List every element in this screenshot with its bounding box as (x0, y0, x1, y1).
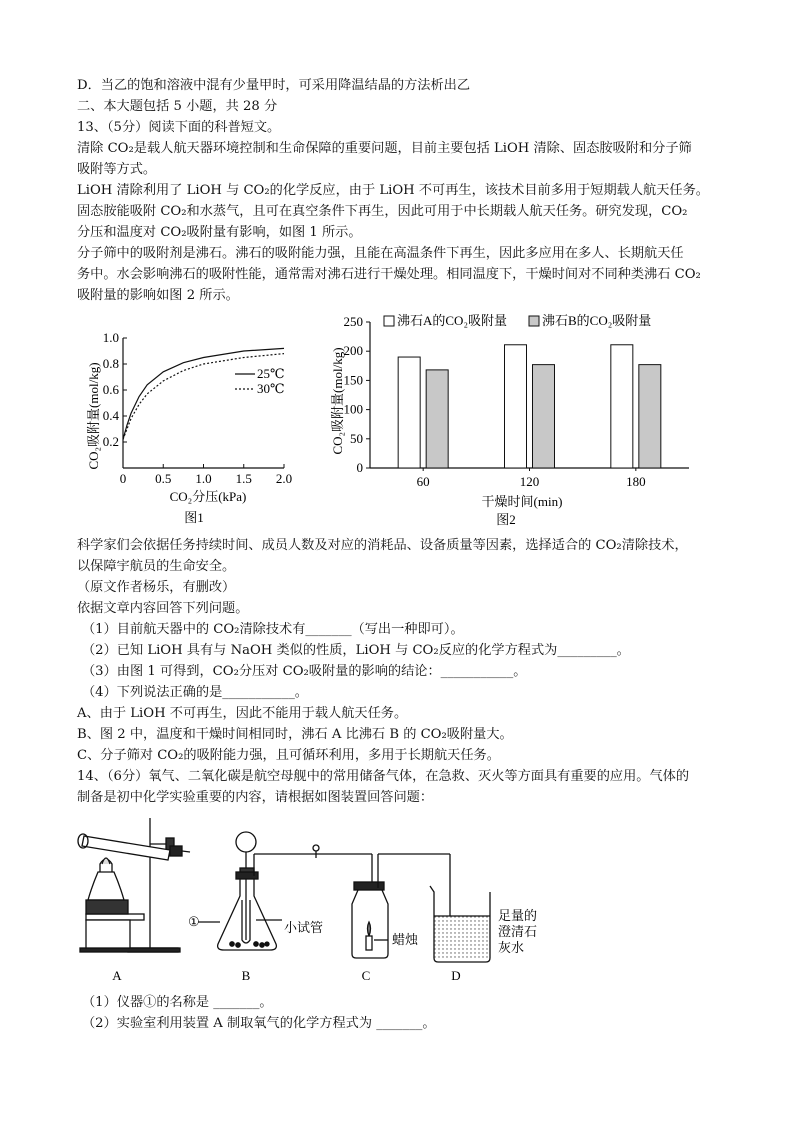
source-note: （原文作者杨乐，有删改） (77, 580, 236, 595)
fig2-legend-label: 沸石A的CO₂吸附量 (397, 313, 507, 328)
fig1-y-tick-label: 0.2 (102, 434, 119, 449)
label-c: C (361, 968, 371, 983)
fig1-x-tick-label: 0 (119, 471, 127, 486)
label-d: D (451, 968, 461, 983)
fig2-y-tick-label: 150 (343, 372, 363, 388)
apparatus-diagram (70, 808, 570, 988)
para-4: 科学家们会依据任务持续时间、成员人数及对应的消耗品、设备质量等因素，选择适合的 CO₂清除技术， (77, 538, 688, 553)
question-14-title: 14、（6分）氧气、二氧化碳是航空母舰中的常用储备气体，在急救、灭火等方面具有重要的应用。气体的 (77, 769, 690, 784)
fig2-y-tick-label: 250 (343, 314, 363, 329)
fig1-y-tick-label: 0.4 (102, 408, 119, 423)
question-14-cont: 制备是初中化学实验重要的内容，请根据如图装置回答问题： (77, 790, 434, 805)
label-lime-3: 灰水 (498, 940, 525, 955)
para-2-cont2: 分压和温度对 CO₂吸附量有影响，如图 1 所示。 (77, 225, 362, 240)
fig2-y-tick-label: 100 (343, 401, 363, 417)
figure-2-bar-chart (322, 308, 694, 530)
question-2: （2）已知 LiOH 具有与 NaOH 类似的性质，LiOH 与 CO₂反应的化学方程式为_________。 (82, 643, 630, 658)
fig2-x-tick-label: 180 (626, 474, 646, 489)
fig2-bar (533, 365, 555, 468)
fig2-bar (398, 357, 420, 468)
apparatus-d (430, 854, 490, 962)
option-b: B、图 2 中，温度和干燥时间相同时，沸石 A 比沸石 B 的 CO₂吸附量大。 (77, 727, 513, 742)
fig2-legend-label: 沸石B的CO₂吸附量 (542, 313, 652, 328)
fig2-bar (639, 365, 661, 468)
label-lime-2: 澄清石 (498, 924, 538, 939)
fig1-y-tick-label: 0.8 (102, 356, 119, 371)
para-1: 清除 CO₂是载人航天器环境控制和生命保障的重要问题，目前主要包括 LiOH 清除、固态胺吸附和分子筛 (77, 141, 692, 156)
fig2-x-tick-label: 120 (519, 474, 540, 489)
sub-question-2: （2）实验室利用装置 A 制取氧气的化学方程式为 _______。 (82, 1016, 436, 1031)
para-3-cont2: 吸附量的影响如图 2 所示。 (77, 288, 239, 303)
para-2: LiOH 清除利用了 LiOH 与 CO₂的化学反应，由于 LiOH 不可再生，该技术目前多用于短期载人航天任务。 (77, 183, 709, 198)
fig2-legend-swatch (529, 316, 539, 326)
label-b: B (241, 968, 251, 983)
para-1-cont: 吸附等方式。 (77, 162, 157, 177)
sub-question-1: （1）仪器①的名称是 _______。 (82, 995, 273, 1010)
option-a: A、由于 LiOH 不可再生，因此不能用于载人航天任务。 (77, 706, 408, 721)
fig1-x-tick-label: 1.5 (235, 471, 252, 486)
fig1-x-axis-label: CO₂分压(kPa) (169, 489, 247, 504)
fig2-legend-swatch (384, 316, 394, 326)
fig1-y-tick-label: 0.6 (102, 382, 119, 397)
fig1-caption: 图1 (184, 510, 204, 525)
question-4: （4）下列说法正确的是___________。 (82, 685, 308, 700)
label-small-tube: 小试管 (284, 920, 324, 935)
instruction: 依据文章内容回答下列问题。 (77, 601, 249, 616)
figure-1-line-chart (70, 318, 310, 530)
option-c: C、分子筛对 CO₂的吸附能力强，且可循环利用，多用于长期航天任务。 (77, 748, 500, 763)
fig2-bar (426, 370, 448, 468)
fig2-y-tick-label: 0 (356, 460, 363, 475)
option-d: D．当乙的饱和溶液中混有少量甲时，可采用降温结晶的方法析出乙 (77, 78, 471, 93)
fig1-x-tick-label: 1.0 (195, 471, 212, 486)
para-3: 分子筛中的吸附剂是沸石。沸石的吸附能力强，且能在高温条件下再生，因此多应用在多人、长期航天任 (77, 246, 684, 261)
para-3-cont: 务中。水会影响沸石的吸附性能，通常需对沸石进行干燥处理。相同温度下，干燥时间对不同种类沸石 CO₂ (77, 267, 701, 282)
fig2-bar (611, 345, 633, 468)
fig2-x-axis-label: 干燥时间(min) (481, 494, 563, 509)
fig1-x-tick-label: 2.0 (275, 471, 293, 486)
question-1: （1）目前航天器中的 CO₂清除技术有_______（写出一种即可）。 (82, 622, 464, 637)
question-3: （3）由图 1 可得到，CO₂分压对 CO₂吸附量的影响的结论：___________。 (82, 664, 527, 679)
fig2-caption: 图2 (496, 512, 516, 527)
fig2-bar (505, 345, 527, 468)
label-candle: 蜡烛 (392, 932, 419, 947)
fig1-y-axis-label: CO₂吸附量(mol/kg) (86, 362, 101, 470)
fig2-x-tick-label: 60 (416, 474, 430, 489)
apparatus-a (78, 818, 190, 952)
para-4-cont: 以保障宇航员的生命安全。 (77, 559, 236, 574)
fig1-legend-label: 25℃ (257, 366, 285, 381)
fig1-y-tick-label: 1.0 (102, 330, 119, 345)
section-heading: 二、本大题包括 5 小题，共 28 分 (77, 99, 278, 114)
label-lime-1: 足量的 (498, 908, 538, 923)
fig1-x-tick-label: 0.5 (155, 471, 172, 486)
fig2-y-tick-label: 200 (343, 343, 363, 359)
question-13-title: 13、（5分）阅读下面的科普短文。 (77, 120, 281, 135)
fig2-y-tick-label: 50 (350, 430, 363, 446)
label-a: A (112, 968, 122, 983)
fig2-y-axis-label: CO₂吸附量(mol/kg) (330, 347, 345, 455)
label-circle-one: ① (188, 914, 200, 929)
fig1-legend-label: 30℃ (257, 381, 285, 396)
para-2-cont: 固态胺能吸附 CO₂和水蒸气，且可在真空条件下再生，因此可用于中长期载人航天任务。研究发现，CO₂ (77, 204, 688, 219)
